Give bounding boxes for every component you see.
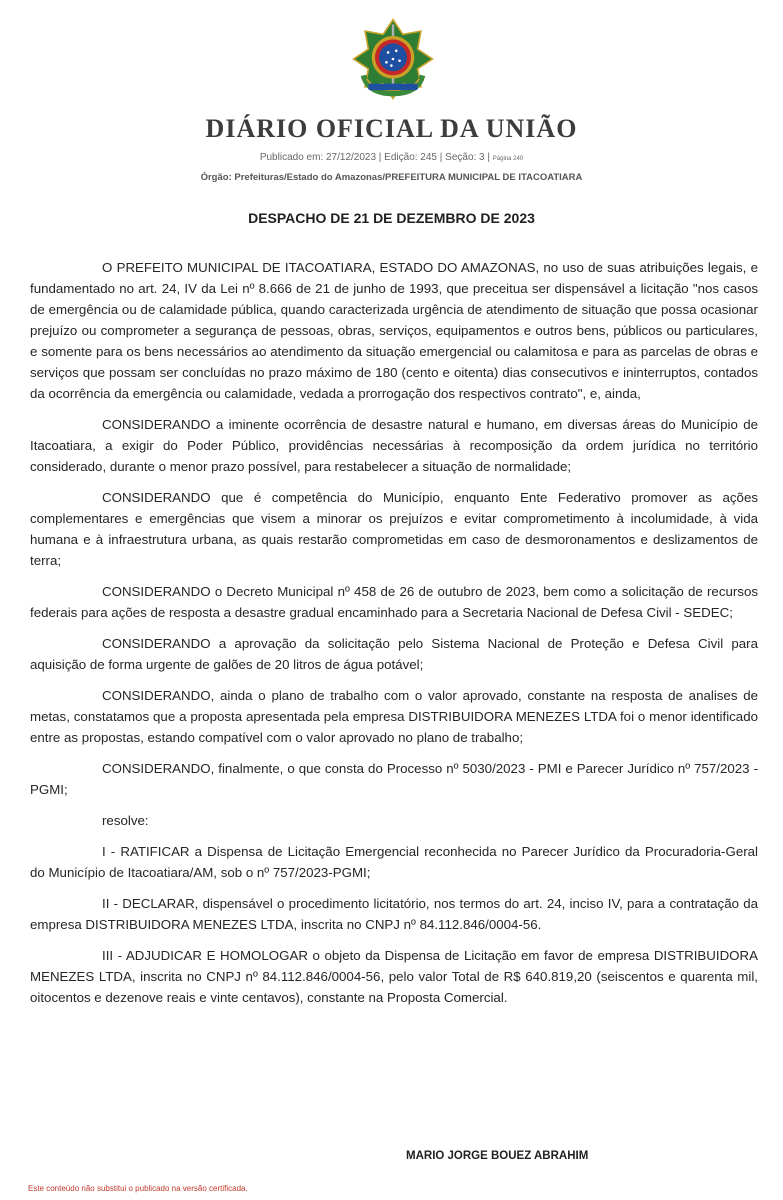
- brazil-coat-of-arms-icon: [352, 18, 434, 100]
- orgao-line: Órgão: Prefeituras/Estado do Amazonas/PREFEITURA MUNICIPAL DE ITACOATIARA: [200, 172, 583, 183]
- paragraph-preamble: O PREFEITO MUNICIPAL DE ITACOATIARA, ESTADO DO AMAZONAS, no uso de suas atribuições legais, e fundamentado no art. 24, IV da Lei nº 8.666 de 21 de junho de 1993, que preceitua ser dispensável a licitação "nos casos de emergência ou de calamidade pública, quando caracterizada urgência de atendimento de situação que possa ocasionar prejuízo ou comprometer a segurança de pessoas, obras, serviços, equipamentos e outros bens, públicos ou particulares, e somente para os bens necessários ao atendimento da situação emergencial ou calamitosa e para as parcelas de obras e serviços que possam ser concluídas no prazo máximo de 180 (cento e oitenta) dias consecutivos e ininterruptos, contados da ocorrência da emergência ou calamidade, vedada a prorrogação dos respectivos contrato", e, ainda,: [30, 260, 758, 401]
- paragraph-considerando-3: CONSIDERANDO o Decreto Municipal nº 458 de 26 de outubro de 2023, bem como a solicitação de recursos federais para ações de resposta a desastre gradual encaminhado para a Secretaria Nacional de Defesa Civil - SEDEC;: [30, 584, 758, 620]
- publication-details: Publicado em: 27/12/2023 | Edição: 245 | Seção: 3 |: [259, 152, 490, 163]
- disclaimer: Este conteúdo não substitui o publicado na versão certificada.: [28, 1184, 248, 1193]
- signature: MARIO JORGE BOUEZ ABRAHIM: [406, 1150, 589, 1162]
- paragraph-resolve: resolve:: [102, 813, 149, 828]
- page-number: Página 240: [492, 156, 524, 162]
- paragraph-item-1: I - RATIFICAR a Dispensa de Licitação Emergencial reconhecida no Parecer Jurídico da Procuradoria-Geral do Município de Itacoatiara/AM, sob o nº 757/2023-PGMI;: [30, 844, 758, 880]
- paragraph-considerando-2: CONSIDERANDO que é competência do Município, enquanto Ente Federativo promover as ações complementares e emergências que visem a minorar os prejuízos e evitar comprometimento à incolumidade, à vida humana e à infraestrutura urbana, as quais restarão comprometidas em caso de desmoronamentos e deslizamentos de terra;: [30, 490, 758, 568]
- document-body: [30, 257, 758, 1018]
- paragraph-considerando-4: CONSIDERANDO a aprovação da solicitação pelo Sistema Nacional de Proteção e Defesa Civil para aquisição de forma urgente de galões de 20 litros de água potável;: [30, 636, 758, 672]
- paragraph-item-3: III - ADJUDICAR E HOMOLOGAR o objeto da Dispensa de Licitação em favor de empresa DISTRIBUIDORA MENEZES LTDA, inscrita no CNPJ nº 84.112.846/0004-56, pelo valor Total de R$ 640.819,20 (seiscentos e quarenta mil, oitocentos e dezenove reais e vinte centavos), constante na Proposta Comercial.: [30, 948, 758, 1005]
- page-title: DIÁRIO OFICIAL DA UNIÃO: [205, 114, 578, 143]
- publication-info: [0, 152, 783, 163]
- document-heading: DESPACHO DE 21 DE DEZEMBRO DE 2023: [248, 210, 535, 226]
- paragraph-considerando-6: CONSIDERANDO, finalmente, o que consta do Processo nº 5030/2023 - PMI e Parecer Jurídico nº 757/2023 - PGMI;: [30, 761, 758, 797]
- paragraph-item-2: II - DECLARAR, dispensável o procedimento licitatório, nos termos do art. 24, inciso IV, para a contratação da empresa DISTRIBUIDORA MENEZES LTDA, inscrita no CNPJ nº 84.112.846/0004-56.: [30, 896, 758, 932]
- paragraph-considerando-5: CONSIDERANDO, ainda o plano de trabalho com o valor aprovado, constante na resposta de analises de metas, constatamos que a proposta apresentada pela empresa DISTRIBUIDORA MENEZES LTDA foi o menor identificado entre as propostas, estando compatível com o valor aprovado no plano de trabalho;: [30, 688, 758, 745]
- paragraph-considerando-1: CONSIDERANDO a iminente ocorrência de desastre natural e humano, em diversas áreas do Município de Itacoatiara, a exigir do Poder Público, providências necessárias à recomposição da ordem jurídica no território considerado, durante o menor prazo possível, para restabelecer a situação de normalidade;: [30, 417, 758, 474]
